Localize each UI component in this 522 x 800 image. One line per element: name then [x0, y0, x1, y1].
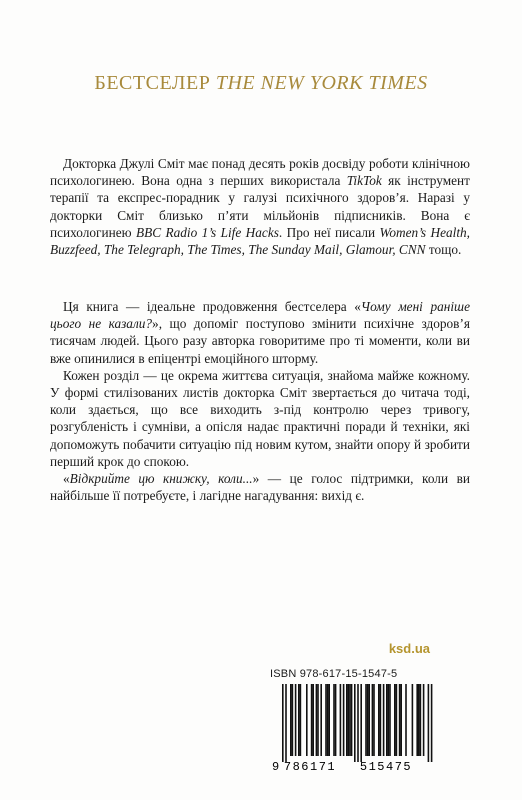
barcode-bar	[399, 684, 401, 756]
book-description	[50, 298, 470, 504]
barcode-bar	[300, 684, 302, 756]
barcode-digits-left: 786171	[283, 760, 337, 774]
headline-source: THE NEW YORK TIMES	[215, 72, 428, 94]
barcode-bar	[405, 684, 407, 756]
barcode-bar	[295, 684, 297, 756]
desc-paragraph-3	[50, 470, 470, 504]
barcode-bar	[394, 684, 396, 756]
barcode-bar	[354, 684, 356, 762]
barcode-bar	[372, 684, 374, 756]
barcode-bar	[373, 684, 375, 756]
bestseller-headline	[0, 72, 522, 95]
author-bio	[50, 155, 470, 258]
barcode-bar	[368, 684, 370, 756]
barcode-bar	[367, 684, 369, 756]
barcode-bar	[383, 684, 385, 756]
desc-p3-text-b: » — це голос підтримки, коли ви найбільше її потребуєте, і лагідне нагадування: вихід є.	[50, 471, 470, 504]
desc-paragraph-2: Кожен розділ — це окрема життєва ситуація, знайома майже кожному. У формі стилізованих листів докторка Сміт звертається до читача тоді, коли здається, що все виходить з-під контролю через тривогу, розгубленість і сумніви, а опісля надає практичні поради й техніки, які допоможуть побачити ситуацію під новим кутом, знайти опору й зробити перший крок до спокою.	[50, 367, 470, 469]
barcode-bar	[423, 684, 425, 756]
barcode-bar	[389, 684, 391, 756]
barcode-digit-first: 9	[272, 760, 280, 774]
bio-tiktok: TikTok	[346, 173, 382, 189]
desc-p1-book-title: Чому мені раніше цього не казали?	[50, 299, 470, 332]
barcode-bar	[343, 684, 345, 756]
barcode-bar	[380, 684, 382, 756]
barcode-bar	[292, 684, 294, 756]
barcode-graphic	[270, 684, 440, 774]
barcode-bar	[365, 684, 367, 756]
bio-text-2: як інструмент терапії та експрес-порадник у галузі психічного здоров’я. Наразі у докторки Сміт близько п’яти мільйонів підписників. Вона є психологинею	[50, 173, 470, 240]
isbn-label: ISBN 978-617-15-1547-5	[270, 668, 398, 680]
barcode-bar	[346, 684, 348, 756]
barcode-bar	[312, 684, 314, 756]
desc-paragraph-1	[50, 298, 470, 367]
bio-paragraph	[50, 155, 470, 258]
publisher-url: ksd.ua	[388, 641, 430, 656]
barcode-bar	[306, 684, 308, 756]
barcode-bar	[412, 684, 414, 756]
barcode-bar	[328, 684, 330, 756]
barcode-bar	[311, 684, 313, 756]
barcode-bar	[420, 684, 422, 756]
barcode	[270, 684, 440, 774]
barcode-digits-right: 515475	[359, 760, 413, 774]
barcode-bar	[333, 684, 335, 756]
barcode-bar	[340, 684, 342, 756]
barcode-bar	[416, 684, 418, 756]
bio-text-1: Докторка Джулі Сміт має понад десять років досвіду роботи клінічною психологинею. Вона одна з перших використала	[50, 156, 470, 189]
barcode-bar	[349, 684, 351, 756]
barcode-bar	[351, 684, 353, 756]
desc-p3-quote: Відкрийте цю книжку, коли...	[69, 471, 253, 487]
bio-bbc: BBC Radio 1’s Life Hacks	[135, 224, 279, 240]
barcode-bar	[325, 684, 327, 756]
barcode-bar	[400, 684, 402, 756]
barcode-bar	[428, 684, 430, 762]
barcode-bars	[282, 684, 432, 762]
barcode-bar	[386, 684, 388, 756]
barcode-bar	[282, 684, 284, 762]
barcode-bar	[285, 684, 287, 762]
barcode-bar	[378, 684, 380, 756]
barcode-bar	[418, 684, 420, 756]
bio-text-3: . Про неї писали	[278, 224, 380, 240]
barcode-bar	[316, 684, 318, 756]
barcode-bar	[396, 684, 398, 756]
bio-text-4: тощо.	[425, 242, 462, 258]
barcode-bar	[317, 684, 319, 756]
barcode-bar	[360, 684, 362, 762]
barcode-bar	[431, 684, 433, 762]
barcode-bar	[388, 684, 390, 756]
barcode-bar	[320, 684, 322, 756]
barcode-bar	[335, 684, 337, 756]
barcode-bar	[290, 684, 292, 756]
barcode-bar	[348, 684, 350, 756]
desc-p3-text-a: «	[63, 471, 70, 487]
desc-p1-text-a: Ця книга — ідеальне продовження бестселера «	[63, 299, 361, 314]
barcode-bar	[357, 684, 359, 762]
desc-p1-text-b: », що допоміг поступово змінити психічне здоров’я тисячам людей. Цього разу авторка говоритиме про ті моменти, коли ви вже опинилися в епіцентрі емоційного шторму.	[50, 316, 470, 366]
barcode-bar	[327, 684, 329, 756]
bio-media: Women’s Health, Buzzfeed, The Telegraph, The Times, The Sunday Mail, Glamour, CNN	[50, 224, 470, 258]
barcode-bar	[298, 684, 300, 756]
headline-prefix: БЕСТСЕЛЕР	[94, 72, 216, 94]
